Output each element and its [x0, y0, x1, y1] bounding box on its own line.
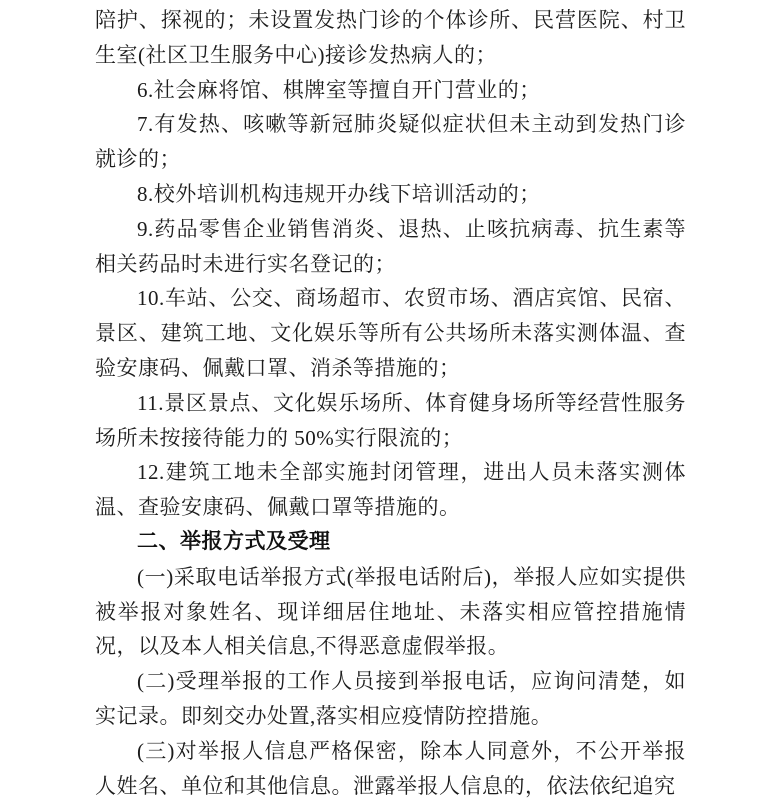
paragraph-item-7: 7.有发热、咳嗽等新冠肺炎疑似症状但未主动到发热门诊就诊的； [95, 112, 686, 172]
paragraph-item-6: 6.社会麻将馆、棋牌室等擅自开门营业的； [137, 77, 541, 102]
paragraph-clause-1: (一)采取电话举报方式(举报电话附后)，举报人应如实提供被举报对象姓名、现详细居住地址、未落实相应管控措施情况，以及本人相关信息,不得恶意虚假举报。 [95, 564, 686, 659]
paragraph-item-9: 9.药品零售企业销售消炎、退热、止咳抗病毒、抗生素等相关药品时未进行实名登记的； [95, 216, 686, 276]
section-heading: 二、举报方式及受理 [137, 529, 331, 553]
paragraph-clause-2: (二)受理举报的工作人员接到举报电话，应询问清楚，如实记录。即刻交办处置,落实相应疫情防控措施。 [95, 669, 686, 728]
paragraph-clause-3: (三)对举报人信息严格保密，除本人同意外，不公开举报人姓名、单位和其他信息。泄露举报人信息的，依法依纪追究 [95, 738, 686, 798]
paragraph-item-10: 10.车站、公交、商场超市、农贸市场、酒店宾馆、民宿、景区、建筑工地、文化娱乐等所有公共场所未落实测体温、查验安康码、佩戴口罩、消杀等措施的； [95, 286, 686, 380]
paragraph-item-12: 12.建筑工地未全部实施封闭管理，进出人员未落实测体温、查验安康码、佩戴口罩等措施的。 [95, 460, 686, 520]
paragraph-item-11: 11.景区景点、文化娱乐场所、体育健身场所等经营性服务场所未按接待能力的 50%实行限流的； [95, 390, 686, 450]
paragraph-item-8: 8.校外培训机构违规开办线下培训活动的； [137, 181, 541, 206]
paragraph-item-5-continuation: 陪护、探视的；未设置发热门诊的个体诊所、民营医院、村卫生室(社区卫生服务中心)接诊发热病人的； [95, 8, 686, 67]
